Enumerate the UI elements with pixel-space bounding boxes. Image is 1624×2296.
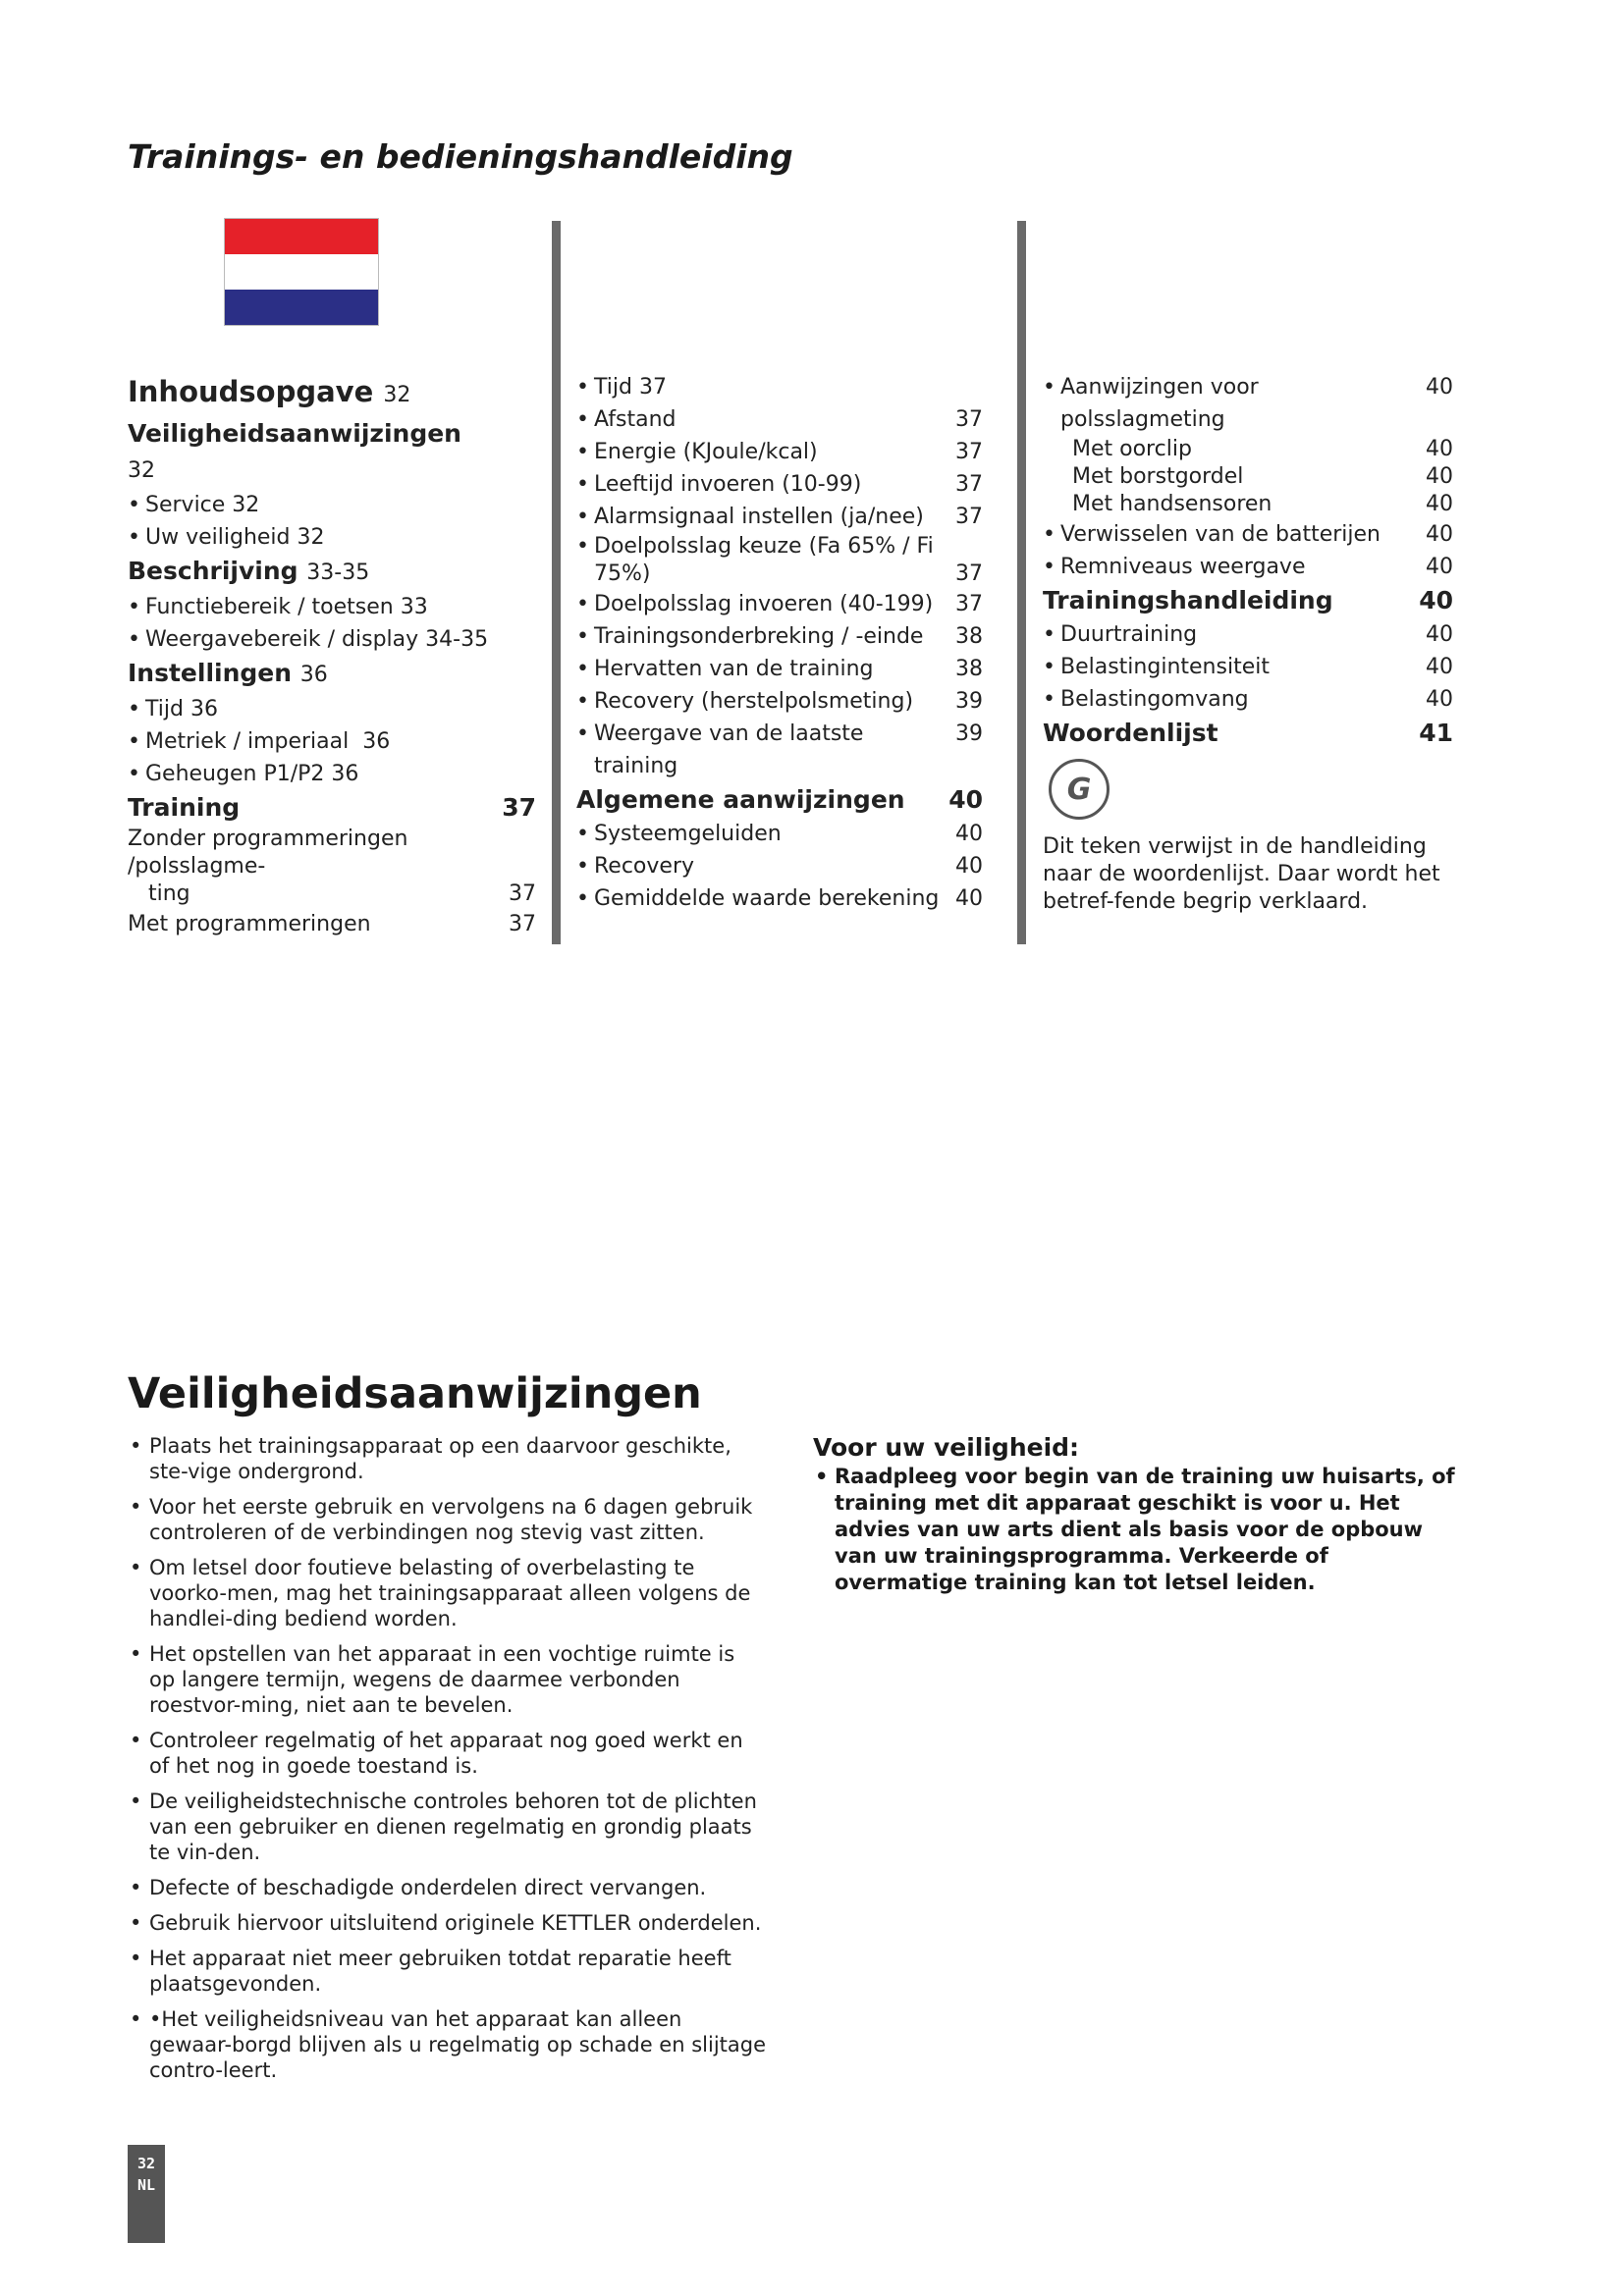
toc-entry-text: Weergavebereik / display 34-35 [145,627,489,652]
toc-entry-text: Metriek / imperiaal 36 [145,729,391,754]
toc-entry-page: 40 [1426,655,1453,679]
safety-bullet: • Om letsel door foutieve belasting of overbelasting te voorko-men, mag het trainingsapparaat alleen volgens de handlei-ding bediend worden. [128,1555,766,1631]
toc-entry [1043,551,1453,583]
toc-entry [128,908,536,940]
toc-entry-text: Hervatten van de training [594,657,874,681]
toc-entry-text: Functiebereik / toetsen 33 [145,595,428,619]
column-divider [552,221,561,944]
toc-entry-text: Zonder programmeringen /polsslagme- ting [128,827,408,906]
toc-entry-page: 32 [128,458,155,483]
safety-bullet-list [128,1433,766,2093]
toc-entry-page: 37 [509,881,536,906]
toc-entry-page: 40 [1426,622,1453,647]
toc-entry-page: 37 [955,505,983,529]
toc-entry-text: Trainingsonderbreking / -einde [594,624,924,649]
toc-entry [128,371,536,416]
toc-entry-page: 37 [955,440,983,464]
glossary-note: Dit teken verwijst in de handleiding naar de woordenlijst. Daar wordt het betref-fende begrip verklaard. [1043,834,1440,914]
toc-entry [576,620,983,653]
toc-entry-page: 40 [1426,555,1453,579]
toc-entry-text: Met handsensoren [1072,492,1272,516]
toc-entry-page: 40 [955,886,983,911]
toc-entry-page: 40 [1426,437,1453,461]
toc-entry [1043,518,1453,551]
toc-entry [576,533,983,588]
toc-entry-text: Energie (KJoule/kcal) [594,440,818,464]
glossary-g-icon [1049,759,1110,820]
toc-entry [128,758,536,790]
toc-entry [576,882,983,915]
toc-entry-page: 39 [955,721,983,746]
voor-uw-veiligheid-text: • Raadpleeg voor begin van de training uw huisarts, of training met dit apparaat geschikt is voor u. Het advies van uw arts dient als basis voor de opbouw van uw trainingsprogramma. Verkeerde of overmatige training kan tot letsel leiden. [813,1464,1461,1596]
toc-entry [1043,651,1453,683]
toc-entry-text: Tijd 37 [594,375,667,400]
toc-entry-page: 41 [1419,719,1453,747]
toc-entry-text: Remniveaus weergave [1060,555,1306,579]
toc-entry [576,588,983,620]
safety-bullet: • Het opstellen van het apparaat in een vochtige ruimte is op langere termijn, wegens de daarmee verbonden roestvor-ming, niet aan te bevelen. [128,1641,766,1718]
toc-entry [128,790,536,826]
toc-entry-page: 40 [1426,522,1453,547]
toc-entry [576,685,983,718]
netherlands-flag-icon [224,218,379,326]
toc-entry [576,403,983,436]
toc-entry-text: Doelpolsslag invoeren (40-199) [594,592,934,616]
toc-entry-text: Met borstgordel [1072,464,1244,489]
toc-entry-text: Beschrijving [128,557,298,585]
toc-entry-page: 32 [383,383,411,407]
toc-entry-text: Doelpolsslag keuze (Fa 65% / Fi 75%) [594,534,934,586]
toc-column-3 [1043,371,1453,916]
toc-entry-page: 37 [955,407,983,432]
column-divider [1017,221,1026,944]
toc-entry-page: 33-35 [306,561,370,585]
toc-entry [576,436,983,468]
toc-entry [576,371,983,403]
toc-entry-text: Belastingomvang [1060,687,1249,712]
toc-entry [576,468,983,501]
toc-entry [128,725,536,758]
toc-entry-page: 36 [299,663,328,687]
toc-entry-page: 40 [1426,464,1453,489]
toc-entry [128,623,536,656]
toc-entry [1043,371,1453,436]
toc-entry [576,818,983,850]
safety-bullet: • Voor het eerste gebruik en vervolgens na 6 dagen gebruik controleren of de verbindingen nog stevig vast zitten. [128,1494,766,1545]
document-title: Trainings- en bedieningshandleiding [128,137,793,176]
toc-entry [128,826,536,908]
toc-entry [576,501,983,533]
safety-bullet: • •Het veiligheidsniveau van het apparaat kan alleen gewaar-borgd blijven als u regelmatig op schade en slijtage contro-leert. [128,2006,766,2083]
toc-entry [576,850,983,882]
toc-entry [128,521,536,554]
toc-entry [128,693,536,725]
glossary-symbol: G [1066,772,1092,807]
toc-entry [128,656,536,693]
toc-entry-page: 40 [1426,375,1453,400]
toc-entry-page: 37 [509,912,536,936]
toc-entry-text: Tijd 36 [145,697,218,721]
toc-entry-page: 37 [502,793,536,822]
toc-entry-text: Aanwijzingen voor polsslagmeting [1060,375,1266,432]
page-number-tab [128,2145,165,2243]
toc-entry-page: 38 [955,624,983,649]
toc-entry [128,554,536,591]
toc-entry-text: Belastingintensiteit [1060,655,1270,679]
toc-entry-text: Inhoudsopgave [128,375,374,408]
safety-bullet: • De veiligheidstechnische controles behoren tot de plichten van een gebruiker en dienen regelmatig en grondig plaats te vin-den. [128,1789,766,1865]
toc-entry-page: 40 [955,854,983,879]
toc-column-2 [576,371,983,915]
toc-entry-text: Uw veiligheid 32 [145,525,325,550]
toc-column-1 [128,371,536,940]
toc-entry-text: Trainingshandleiding [1043,586,1333,614]
safety-bullet: • Controleer regelmatig of het apparaat nog goed werkt en of het nog in goede toestand is. [128,1728,766,1779]
toc-entry-page: 40 [1426,687,1453,712]
toc-entry-page: 39 [955,689,983,714]
toc-entry-page: 40 [1419,586,1453,614]
toc-entry-text: Afstand [594,407,677,432]
toc-entry-text: Training [128,793,241,822]
safety-heading: Veiligheidsaanwijzingen [128,1369,702,1418]
voor-uw-veiligheid-box [813,1433,1461,1596]
toc-entry-text: Weergave van de laatste training [594,721,871,778]
page-number: 32 [136,2155,156,2172]
toc-entry-text: Alarmsignaal instellen (ja/nee) [594,505,924,529]
toc-entry-page: 38 [955,657,983,681]
toc-entry [576,653,983,685]
toc-entry-text: Gemiddelde waarde berekening [594,886,940,911]
toc-entry [1043,583,1453,618]
toc-entry [128,489,536,521]
toc-entry-page: 40 [955,822,983,846]
toc-entry-text: Recovery [594,854,695,879]
toc-entry-page: 40 [1426,492,1453,516]
toc-entry-text: Algemene aanwijzingen [576,785,905,814]
toc-entry-text: Woordenlijst [1043,719,1218,747]
toc-entry-text: Leeftijd invoeren (10-99) [594,472,862,497]
toc-entry-text: Instellingen [128,659,293,687]
toc-entry-page: 37 [955,592,983,616]
toc-entry [1043,463,1453,491]
safety-bullet: • Plaats het trainingsapparaat op een daarvoor geschikte, ste-vige ondergrond. [128,1433,766,1484]
toc-entry [1043,436,1453,463]
toc-entry-page: 40 [948,785,983,814]
toc-entry [128,591,536,623]
toc-entry-text: Met oorclip [1072,437,1192,461]
toc-entry [576,782,983,818]
toc-entry [1043,491,1453,518]
toc-entry-text: Systeemgeluiden [594,822,782,846]
toc-entry-text: Geheugen P1/P2 36 [145,762,359,786]
toc-entry-page: 37 [955,472,983,497]
toc-entry-text: Recovery (herstelpolsmeting) [594,689,914,714]
language-code: NL [136,2176,156,2194]
safety-bullet: • Het apparaat niet meer gebruiken totdat reparatie heeft plaatsgevonden. [128,1946,766,1997]
toc-entry [128,416,536,489]
toc-entry [1043,683,1453,716]
toc-entry-text: Service 32 [145,493,260,517]
voor-uw-veiligheid-heading: Voor uw veiligheid: [813,1433,1080,1462]
toc-entry-text: Met programmeringen [128,912,371,936]
safety-bullet: • Defecte of beschadigde onderdelen direct vervangen. [128,1875,766,1900]
toc-entry-text: Veiligheidsaanwijzingen [128,419,461,448]
toc-entry-text: Verwisselen van de batterijen [1060,522,1380,547]
toc-entry [1043,716,1453,751]
safety-bullet: • Gebruik hiervoor uitsluitend originele KETTLER onderdelen. [128,1910,766,1936]
toc-entry-text: Duurtraining [1060,622,1198,647]
toc-entry [576,718,983,782]
toc-entry [1043,618,1453,651]
toc-entry-page: 37 [955,561,983,586]
